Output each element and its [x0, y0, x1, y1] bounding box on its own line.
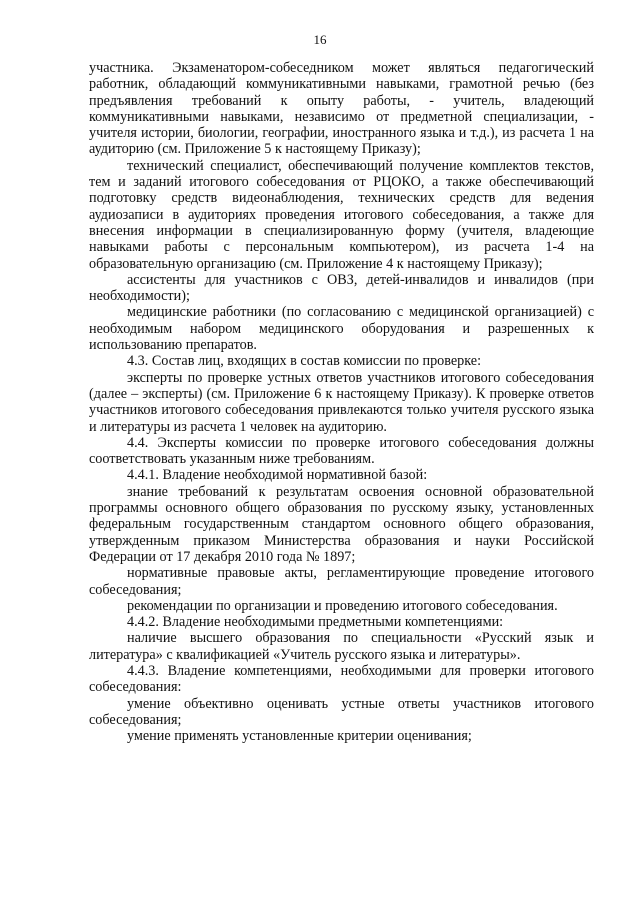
paragraph-recommendations: рекомендации по организации и проведению итогового собеседования. [127, 597, 558, 614]
paragraph-standards-knowledge: знание требований к результатам освоения основной образовательной программы основного общего образования по русскому языку, установленных федеральным государственным стандартом основного общего образования, утвержденным приказом Министерства образования и науки Российской Федерации от 17 декабря 2010 года № 1897; [89, 483, 594, 565]
paragraph-experts: эксперты по проверке устных ответов участников итогового собеседования (далее – эксперты) (см. Приложение 6 к настоящему Приказу). К проверке ответов участников итогового собеседования привлекаются только учителя русского языка и литературы из расчета 1 человек на аудиторию. [89, 369, 594, 435]
paragraph-apply-criteria: умение применять установленные критерии оценивания; [127, 728, 472, 745]
paragraph-higher-education: наличие высшего образования по специальности «Русский язык и литература» с квалификацией «Учитель русского языка и литературы». [89, 630, 594, 663]
paragraph-section-4-4-1: 4.4.1. Владение необходимой нормативной базой: [127, 467, 428, 484]
paragraph-evaluate-answers: умение объективно оценивать устные ответы участников итогового собеседования; [89, 695, 594, 728]
paragraph-section-4-4-3: 4.4.3. Владение компетенциями, необходимыми для проверки итогового собеседования: [89, 662, 594, 696]
paragraph-medical-workers: медицинские работники (по согласованию с медицинской организацией) с необходимым набором медицинского оборудования и разрешенных к использованию препаратов. [89, 304, 594, 354]
paragraph-technical-specialist: технический специалист, обеспечивающий получение комплектов текстов, тем и заданий итогового собеседования от РЦОКО, а также обеспечивающий подготовку средств видеонаблюдения, технических средств для ведения аудиозаписи в аудиториях проведения итогового собеседования, а также для внесения информации в специализированную форму (учителя, владеющие навыками работы с персональным компьютером), из расчета 1-4 на образовательную организацию (см. Приложение 4 к настоящему Приказу); [89, 157, 594, 272]
paragraph-normative-acts: нормативные правовые акты, регламентирующие проведение итогового собеседования; [89, 565, 594, 598]
paragraph-section-4-4: 4.4. Эксперты комиссии по проверке итогового собеседования должны соответствовать указанным ниже требованиям. [89, 434, 594, 468]
page-number: 16 [313, 32, 327, 47]
paragraph-section-4-4-2: 4.4.2. Владение необходимыми предметными компетенциями: [127, 614, 504, 631]
paragraph-section-4-3: 4.3. Состав лиц, входящих в состав комиссии по проверке: [127, 353, 482, 370]
paragraph-assistants: ассистенты для участников с ОВЗ, детей-инвалидов и инвалидов (при необходимости); [89, 271, 594, 305]
document-body [89, 60, 594, 744]
paragraph-examiner: участника. Экзаменатором-собеседником может являться педагогический работник, обладающий коммуникативными навыками, грамотной речью (без предъявления требований к опыту работы, - учитель, владеющий коммуникативными навыками, независимо от предметной специализации, - учителя истории, биологии, географии, иностранного языка и т.д.), из расчета 1 на аудиторию (см. Приложение 5 к настоящему Приказу); [89, 60, 594, 158]
